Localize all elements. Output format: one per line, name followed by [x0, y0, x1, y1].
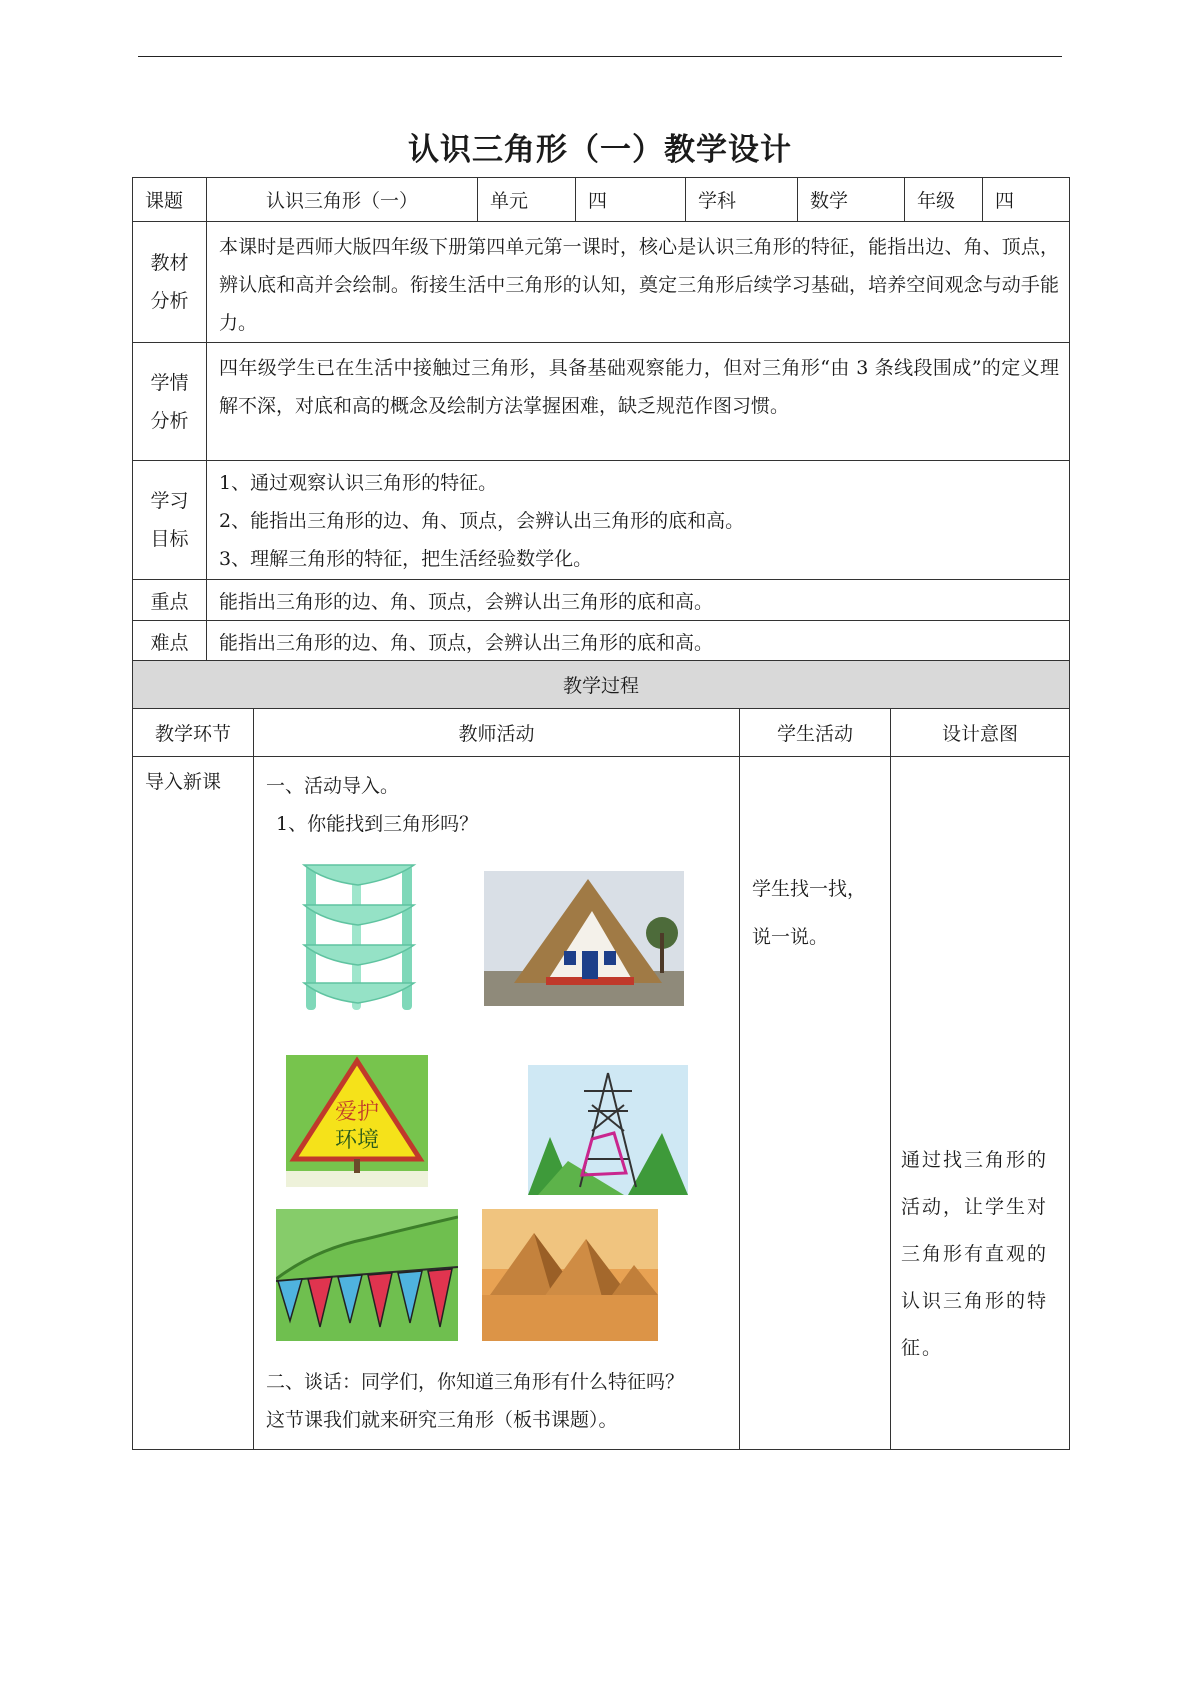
pyramids-image [482, 1209, 658, 1341]
header-rule [138, 56, 1062, 57]
column-stage: 教学环节 [133, 709, 254, 757]
warning-sign-image [286, 1055, 428, 1187]
column-teacher: 教师活动 [254, 709, 740, 757]
teacher-line: 这节课我们就来研究三角形（板书课题）。 [266, 1409, 618, 1431]
material-label: 教材 分析 [133, 222, 207, 343]
grade-label: 年级 [905, 178, 983, 222]
key-point-text: 能指出三角形的边、角、顶点，会辨认出三角形的底和高。 [207, 580, 1070, 621]
objectives-label: 学习 目标 [133, 461, 207, 580]
difficulty-text: 能指出三角形的边、角、顶点，会辨认出三角形的底和高。 [207, 621, 1070, 662]
subject-value: 数学 [798, 178, 905, 222]
material-analysis: 本课时是西师大版四年级下册第四单元第一课时，核心是认识三角形的特征，能指出边、角、顶点，辨认底和高并会绘制。衔接生活中三角形的认知，奠定三角形后续学习基础，培养空间观念与动手能力。 [207, 222, 1070, 343]
topic-value: 认识三角形（一） [207, 178, 478, 222]
teaching-process-table [132, 660, 1070, 1450]
column-student: 学生活动 [740, 709, 891, 757]
learner-analysis: 四年级学生已在生活中接触过三角形，具备基础观察能力，但对三角形“由 3 条线段围成”的定义理解不深，对底和高的概念及绘制方法掌握困难，缺乏规范作图习惯。 [207, 343, 1070, 461]
objectives-list [207, 461, 1070, 580]
key-point-label: 重点 [133, 580, 207, 621]
objective-item: 2、能指出三角形的边、角、顶点，会辨认出三角形的底和高。 [219, 510, 745, 532]
power-tower-image [528, 1065, 688, 1195]
student-activity [740, 757, 891, 1450]
triangle-examples [266, 843, 729, 1363]
student-line: 说一说。 [752, 926, 829, 948]
unit-label: 单元 [478, 178, 576, 222]
topic-label: 课题 [133, 178, 207, 222]
teacher-line: 1、你能找到三角形吗？ [276, 813, 479, 835]
a-frame-house-image [484, 871, 684, 1006]
lesson-info-table [132, 177, 1070, 662]
stage-name: 导入新课 [133, 757, 254, 1450]
document-title: 认识三角形（一）教学设计 [408, 132, 792, 168]
teacher-activity [254, 757, 740, 1450]
process-header: 教学过程 [133, 661, 1070, 709]
objective-item: 1、通过观察认识三角形的特征。 [219, 472, 498, 494]
column-intent: 设计意图 [891, 709, 1070, 757]
grade-value: 四 [983, 178, 1070, 222]
sign-text-line: 爱护 [334, 1100, 380, 1125]
objective-item: 3、理解三角形的特征，把生活经验数学化。 [219, 548, 593, 570]
subject-label: 学科 [686, 178, 798, 222]
teacher-line: 一、活动导入。 [266, 775, 400, 797]
corner-shelf-image [294, 853, 424, 1013]
learner-label: 学情 分析 [133, 343, 207, 461]
difficulty-label: 难点 [133, 621, 207, 662]
student-line: 学生找一找， [752, 878, 867, 900]
bunting-flags-image [276, 1209, 458, 1341]
sign-text-line: 环境 [334, 1128, 380, 1153]
unit-value: 四 [576, 178, 686, 222]
teacher-line: 二、谈话：同学们，你知道三角形有什么特征吗？ [266, 1371, 685, 1393]
design-intent: 通过找三角形的活动，让学生对三角形有直观的认识三角形的特征。 [891, 757, 1070, 1450]
